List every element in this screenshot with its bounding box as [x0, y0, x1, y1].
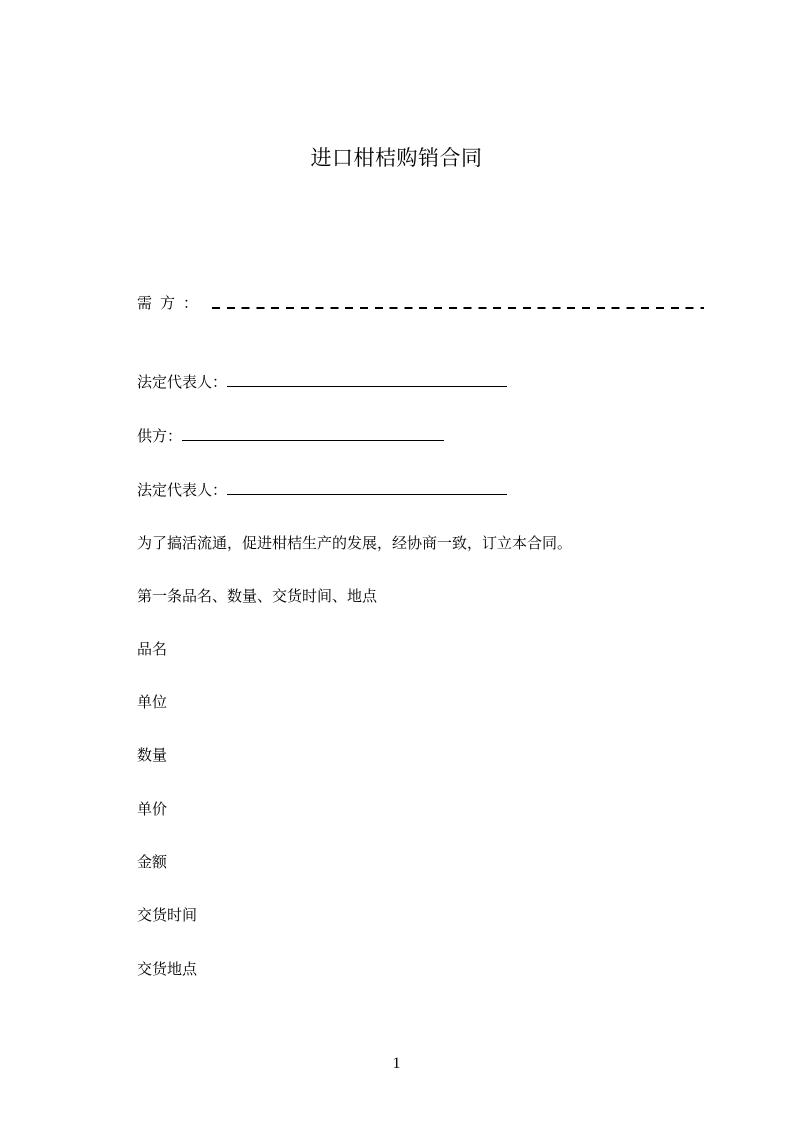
article-1-heading: 第一条品名、数量、交货时间、地点 [137, 587, 378, 605]
supplier-representative-line [137, 479, 507, 500]
item-unit-price: 单价 [137, 800, 168, 818]
item-unit: 单位 [137, 693, 168, 711]
buyer-representative-line [137, 371, 507, 392]
supplier-representative-label: 法定代表人： [137, 481, 228, 499]
page-number: 1 [392, 1055, 401, 1072]
buyer-label: 需方： [137, 294, 207, 312]
intro-paragraph: 为了搞活流通，促进柑桔生产的发展，经协商一致，订立本合同。 [137, 534, 573, 552]
buyer-representative-blank [227, 372, 507, 387]
buyer-blank [212, 307, 704, 309]
document-title: 进口柑桔购销合同 [310, 146, 483, 170]
buyer-representative-label: 法定代表人： [137, 373, 228, 391]
supplier-line [137, 425, 444, 446]
item-product-name: 品名 [137, 640, 168, 658]
supplier-representative-blank [227, 480, 507, 495]
supplier-label: 供方： [137, 427, 183, 445]
supplier-blank [182, 426, 444, 441]
buyer-line [137, 292, 704, 313]
item-amount: 金额 [137, 853, 168, 871]
item-quantity: 数量 [137, 746, 168, 764]
item-delivery-time: 交货时间 [137, 906, 198, 924]
item-delivery-place: 交货地点 [137, 960, 198, 978]
